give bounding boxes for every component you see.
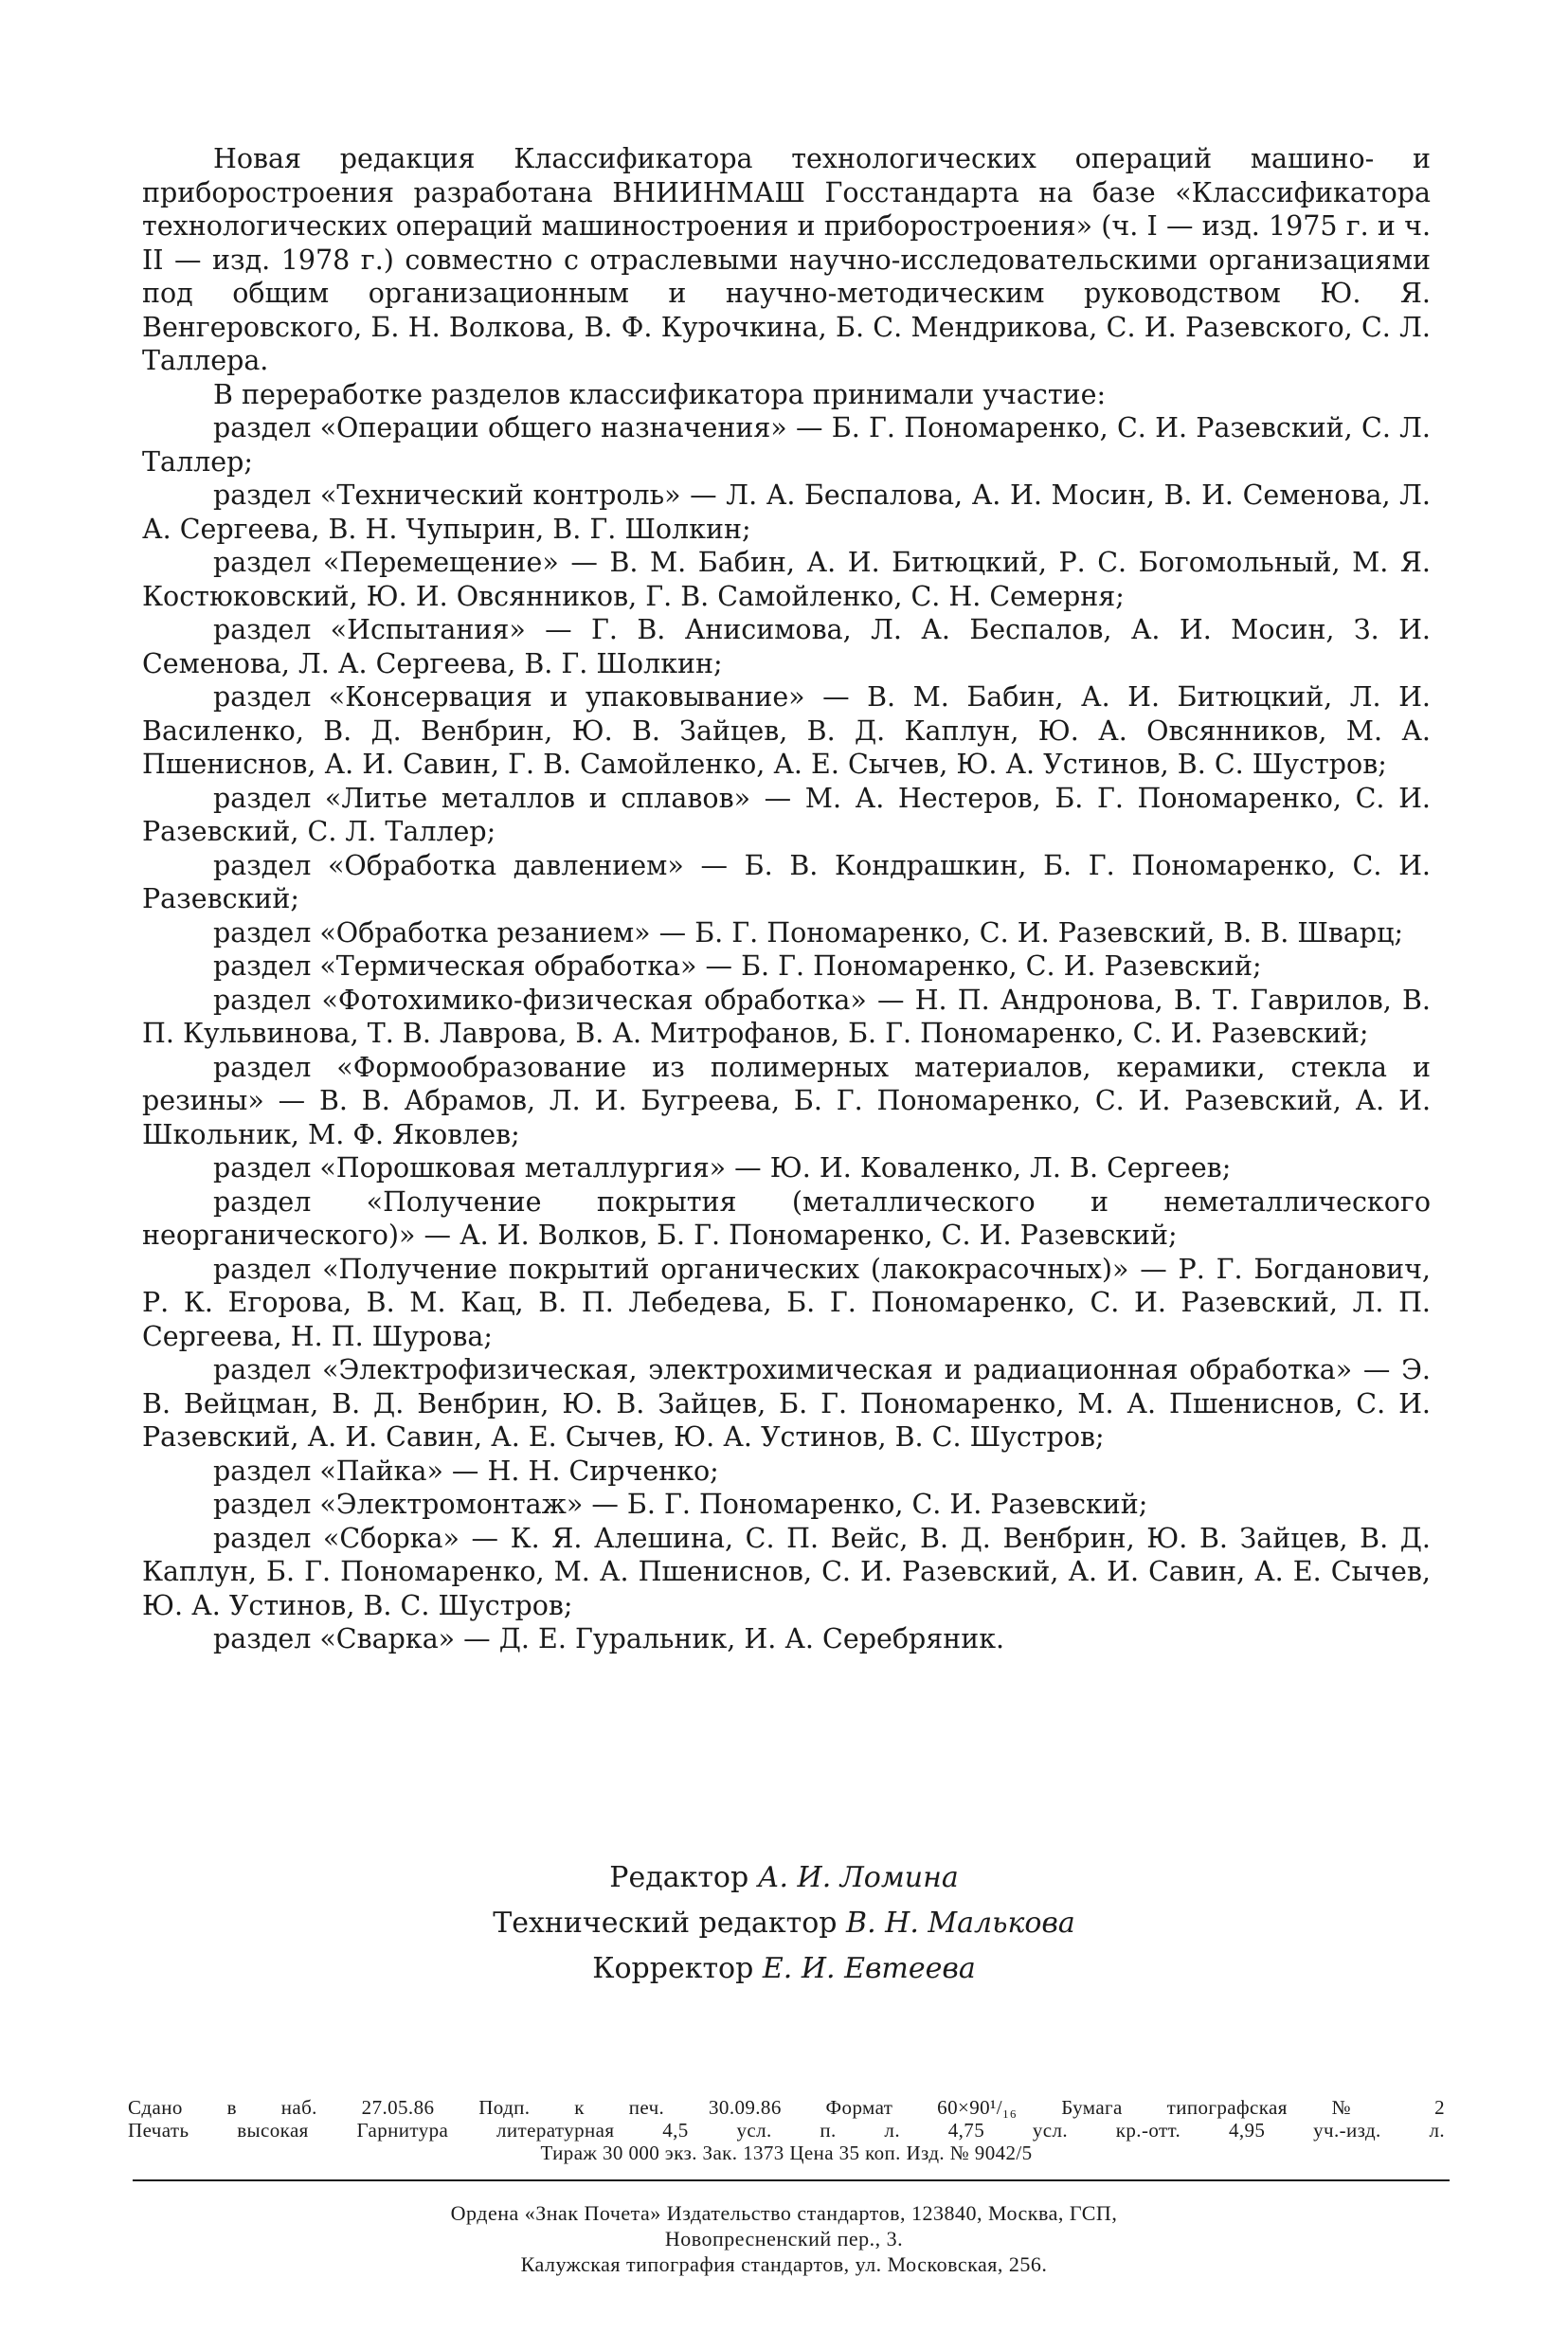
imprint-line-2: Печать высокая Гарнитура литературная 4,5 усл. п. л. 4,75 усл. кр.-отт. 4,95 уч.-изд. л. bbox=[128, 2119, 1445, 2142]
credit-item: раздел «Фотохимико-физическая обработка» — Н. П. Андронова, В. Т. Гаврилов, В. П. Кульвинова, Т. В. Лаврова, В. А. Митрофанов, Б. Г. Пономаренко, С. И. Разевский; bbox=[142, 984, 1431, 1049]
credit-item: раздел «Электромонтаж» — Б. Г. Пономаренко, С. И. Разевский; bbox=[213, 1489, 1148, 1520]
credit-item: раздел «Испытания» — Г. В. Анисимова, Л. А. Беспалов, А. И. Мосин, З. И. Семенова, Л. А. Сергеева, В. Г. Шолкин; bbox=[142, 614, 1431, 679]
editor-name: А. И. Ломина bbox=[757, 1861, 959, 1894]
corrector-role: Корректор bbox=[592, 1952, 754, 1985]
publisher-line-3: Калужская типография стандартов, ул. Московская, 256. bbox=[520, 2252, 1048, 2276]
credit-item: раздел «Пайка» — Н. Н. Сирченко; bbox=[213, 1455, 719, 1487]
credit-item: раздел «Технический контроль» — Л. А. Беспалова, А. И. Мосин, В. И. Семенова, Л. А. Сергеева, В. Н. Чупырин, В. Г. Шолкин; bbox=[142, 479, 1431, 545]
credit-item: раздел «Электрофизическая, электрохимическая и радиационная обработка» — Э. В. Вейцман, В. Д. Венбрин, Ю. В. Зайцев, Б. Г. Пономаренко, М. А. Пшениснов, С. И. Разевский, А. И. Савин, А. Е. Сычев, Ю. А. Устинов, В. С. Шустров; bbox=[142, 1354, 1431, 1453]
credit-item: раздел «Обработка давлением» — Б. В. Кондрашкин, Б. Г. Пономаренко, С. И. Разевский; bbox=[142, 849, 1431, 914]
divider-rule bbox=[133, 2179, 1450, 2181]
tech-editor-role: Технический редактор bbox=[493, 1907, 838, 1940]
tech-editor-name: В. Н. Малькова bbox=[846, 1907, 1075, 1940]
editor-line bbox=[0, 1855, 1568, 1901]
participants-heading: В переработке разделов классификатора принимали участие: bbox=[213, 378, 1107, 410]
credit-item: раздел «Консервация и упаковывание» — В. М. Бабин, А. И. Битюцкий, Л. И. Василенко, В. Д. Венбрин, Ю. В. Зайцев, В. Д. Каплун, Ю. А. Овсянников, М. А. Пшениснов, А. И. Савин, Г. В. Самойленко, А. Е. Сычев, Ю. А. Устинов, В. С. Шустров; bbox=[142, 681, 1431, 780]
publisher-line-1: Ордена «Знак Почета» Издательство стандартов, 123840, Москва, ГСП, bbox=[450, 2201, 1118, 2225]
credits-list bbox=[142, 411, 1431, 1656]
imprint-line-3: Тираж 30 000 экз. Зак. 1373 Цена 35 коп. Изд. № 9042/5 bbox=[540, 2142, 1033, 2164]
credit-item: раздел «Перемещение» — В. М. Бабин, А. И. Битюцкий, Р. С. Богомольный, М. Я. Костюковский, Ю. И. Овсянников, Г. В. Самойленко, С. Н. Семерня; bbox=[142, 547, 1431, 612]
credit-item: раздел «Литье металлов и сплавов» — М. А. Нестеров, Б. Г. Пономаренко, С. И. Разевский, С. Л. Таллер; bbox=[142, 782, 1431, 847]
main-text-block bbox=[142, 142, 1431, 1656]
corrector-line bbox=[0, 1946, 1568, 1992]
editor-role: Редактор bbox=[609, 1861, 749, 1894]
tech-editor-line bbox=[0, 1901, 1568, 1946]
corrector-name: Е. И. Евтеева bbox=[762, 1952, 976, 1985]
intro-paragraph: Новая редакция Классификатора технологических операций машино- и приборостроения разработана ВНИИНМАШ Госстандарта на базе «Классификатора технологических операций машиностроения и приборостроения» (ч. I — изд. 1975 г. и ч. II — изд. 1978 г.) совместно с отраслевыми научно-исследовательскими организациями под общим организационным и научно-методическим руководством Ю. Я. Венгеровского, Б. Н. Волкова, В. Ф. Курочкина, Б. С. Мендрикова, С. И. Разевского, С. Л. Таллера. bbox=[142, 143, 1431, 376]
imprint-block bbox=[128, 2096, 1445, 2164]
credit-item: раздел «Получение покрытия (металлического и неметаллического неорганического)» — А. И. Волков, Б. Г. Пономаренко, С. И. Разевский; bbox=[142, 1185, 1431, 1251]
credit-item: раздел «Порошковая металлургия» — Ю. И. Коваленко, Л. В. Сергеев; bbox=[213, 1152, 1232, 1184]
publisher-block bbox=[0, 2200, 1568, 2277]
credit-item: раздел «Операции общего назначения» — Б. Г. Пономаренко, С. И. Разевский, С. Л. Таллер; bbox=[142, 412, 1431, 478]
credit-item: раздел «Сварка» — Д. Е. Гуральник, И. А. Серебряник. bbox=[213, 1623, 1005, 1654]
credit-item: раздел «Получение покрытий органических (лакокрасочных)» — Р. Г. Богданович, Р. К. Егорова, В. М. Кац, В. П. Лебедева, Б. Г. Пономаренко, С. И. Разевский, Л. П. Сергеева, Н. П. Шурова; bbox=[142, 1253, 1431, 1352]
credit-item: раздел «Термическая обработка» — Б. Г. Пономаренко, С. И. Разевский; bbox=[213, 950, 1262, 982]
credit-item: раздел «Обработка резанием» — Б. Г. Пономаренко, С. И. Разевский, В. В. Шварц; bbox=[213, 916, 1404, 949]
editors-block bbox=[0, 1855, 1568, 1992]
credit-item: раздел «Формообразование из полимерных материалов, керамики, стекла и резины» — В. В. Абрамов, Л. И. Бугреева, Б. Г. Пономаренко, С. И. Разевский, А. И. Школьник, М. Ф. Яковлев; bbox=[142, 1051, 1431, 1150]
imprint-line-1: Сдано в наб. 27.05.86 Подп. к печ. 30.09.86 Формат 60×90¹/₁₆ Бумага типографская № 2 bbox=[128, 2096, 1445, 2119]
credit-item: раздел «Сборка» — К. Я. Алешина, С. П. Вейс, В. Д. Венбрин, Ю. В. Зайцев, В. Д. Каплун, Б. Г. Пономаренко, М. А. Пшениснов, С. И. Разевский, А. И. Савин, А. Е. Сычев, Ю. А. Устинов, В. С. Шустров; bbox=[142, 1522, 1431, 1621]
publisher-line-2: Новопресненский пер., 3. bbox=[664, 2227, 904, 2251]
